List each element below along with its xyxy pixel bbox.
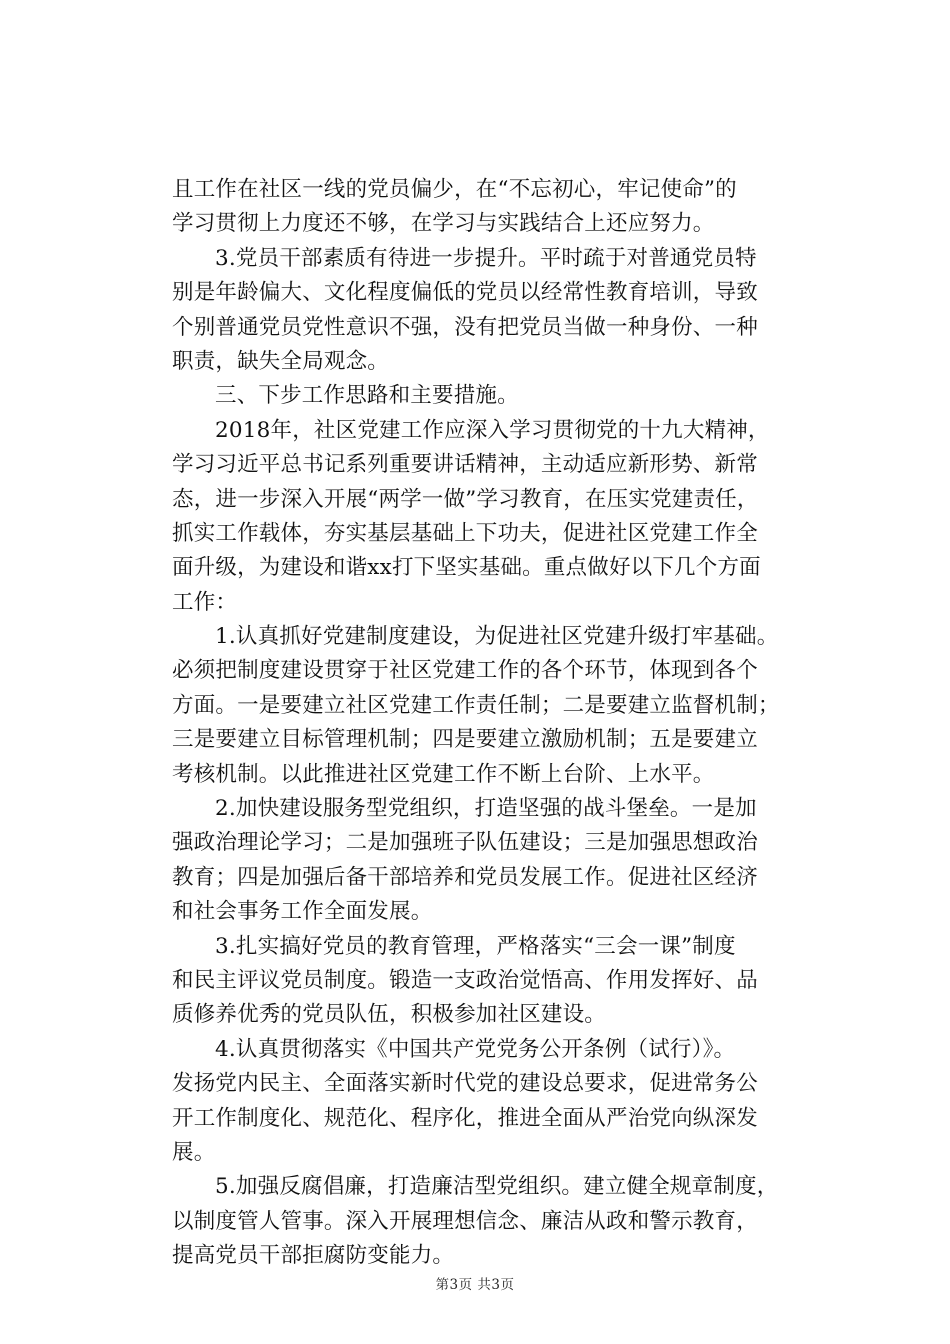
text-line: 三是要建立目标管理机制；四是要建立激励机制；五是要建立 [172, 727, 758, 753]
text-line: 考核机制。以此推进社区党建工作不断上台阶、上水平。 [172, 761, 715, 787]
text-line: 和民主评议党员制度。锻造一支政治觉悟高、作用发挥好、品 [172, 967, 758, 993]
text-line: 提高党员干部拒腐防变能力。 [172, 1243, 455, 1269]
document-body [172, 173, 840, 1274]
text-line: 教育；四是加强后备干部培养和党员发展工作。促进社区经济 [172, 864, 758, 890]
text-line: 5.加强反腐倡廉，打造廉洁型党组织。建立健全规章制度， [215, 1174, 779, 1200]
text-line: 必须把制度建设贯穿于社区党建工作的各个环节，体现到各个 [172, 658, 758, 684]
text-line: 强政治理论学习；二是加强班子队伍建设；三是加强思想政治 [172, 830, 758, 856]
section-heading: 三、下步工作思路和主要措施。 [215, 383, 519, 409]
text-line: 4.认真贯彻落实《中国共产党党务公开条例（试行）》。 [215, 1036, 736, 1062]
text-line: 以制度管人管事。深入开展理想信念、廉洁从政和警示教育， [172, 1208, 758, 1234]
text-line: 且工作在社区一线的党员偏少，在“不忘初心，牢记使命”的 [172, 177, 737, 202]
text-line: 面升级，为建设和谐xx打下坚实基础。重点做好以下几个方面 [172, 555, 761, 581]
text-line: 2.加快建设服务型党组织，打造坚强的战斗堡垒。一是加 [215, 796, 757, 822]
text-line: 3.党员干部素质有待进一步提升。平时疏于对普通党员特 [215, 245, 757, 271]
text-line: 1.认真抓好党建制度建设，为促进社区党建升级打牢基础。 [215, 624, 779, 650]
text-line: 抓实工作载体，夯实基层基础上下功夫，促进社区党建工作全 [172, 520, 758, 546]
text-line: 态，进一步深入开展“两学一做”学习教育，在压实党建责任， [172, 486, 759, 512]
text-line: 发扬党内民主、全面落实新时代党的建设总要求，促进常务公 [172, 1071, 758, 1097]
text-line: 2018年，社区党建工作应深入学习贯彻党的十九大精神， [215, 417, 770, 443]
text-line: 开工作制度化、规范化、程序化，推进全面从严治党向纵深发 [172, 1105, 758, 1131]
text-line: 方面。一是要建立社区党建工作责任制；二是要建立监督机制； [172, 692, 780, 718]
text-line: 质修养优秀的党员队伍，积极参加社区建设。 [172, 1002, 607, 1028]
text-line: 个别普通党员党性意识不强，没有把党员当做一种身份、一种 [172, 314, 758, 340]
text-line: 学习习近平总书记系列重要讲话精神，主动适应新形势、新常 [172, 452, 758, 478]
text-line: 工作： [172, 589, 238, 615]
text-line: 展。 [172, 1139, 216, 1165]
text-line: 学习贯彻上力度还不够，在学习与实践结合上还应努力。 [172, 211, 715, 237]
text-line: 和社会事务工作全面发展。 [172, 899, 433, 925]
text-line: 3.扎实搞好党员的教育管理，严格落实“三会一课”制度 [215, 933, 736, 959]
text-line: 别是年龄偏大、文化程度偏低的党员以经常性教育培训，导致 [172, 280, 758, 306]
page-number-footer: 第3页 共3页 [435, 1277, 515, 1293]
text-line: 职责，缺失全局观念。 [172, 348, 390, 374]
